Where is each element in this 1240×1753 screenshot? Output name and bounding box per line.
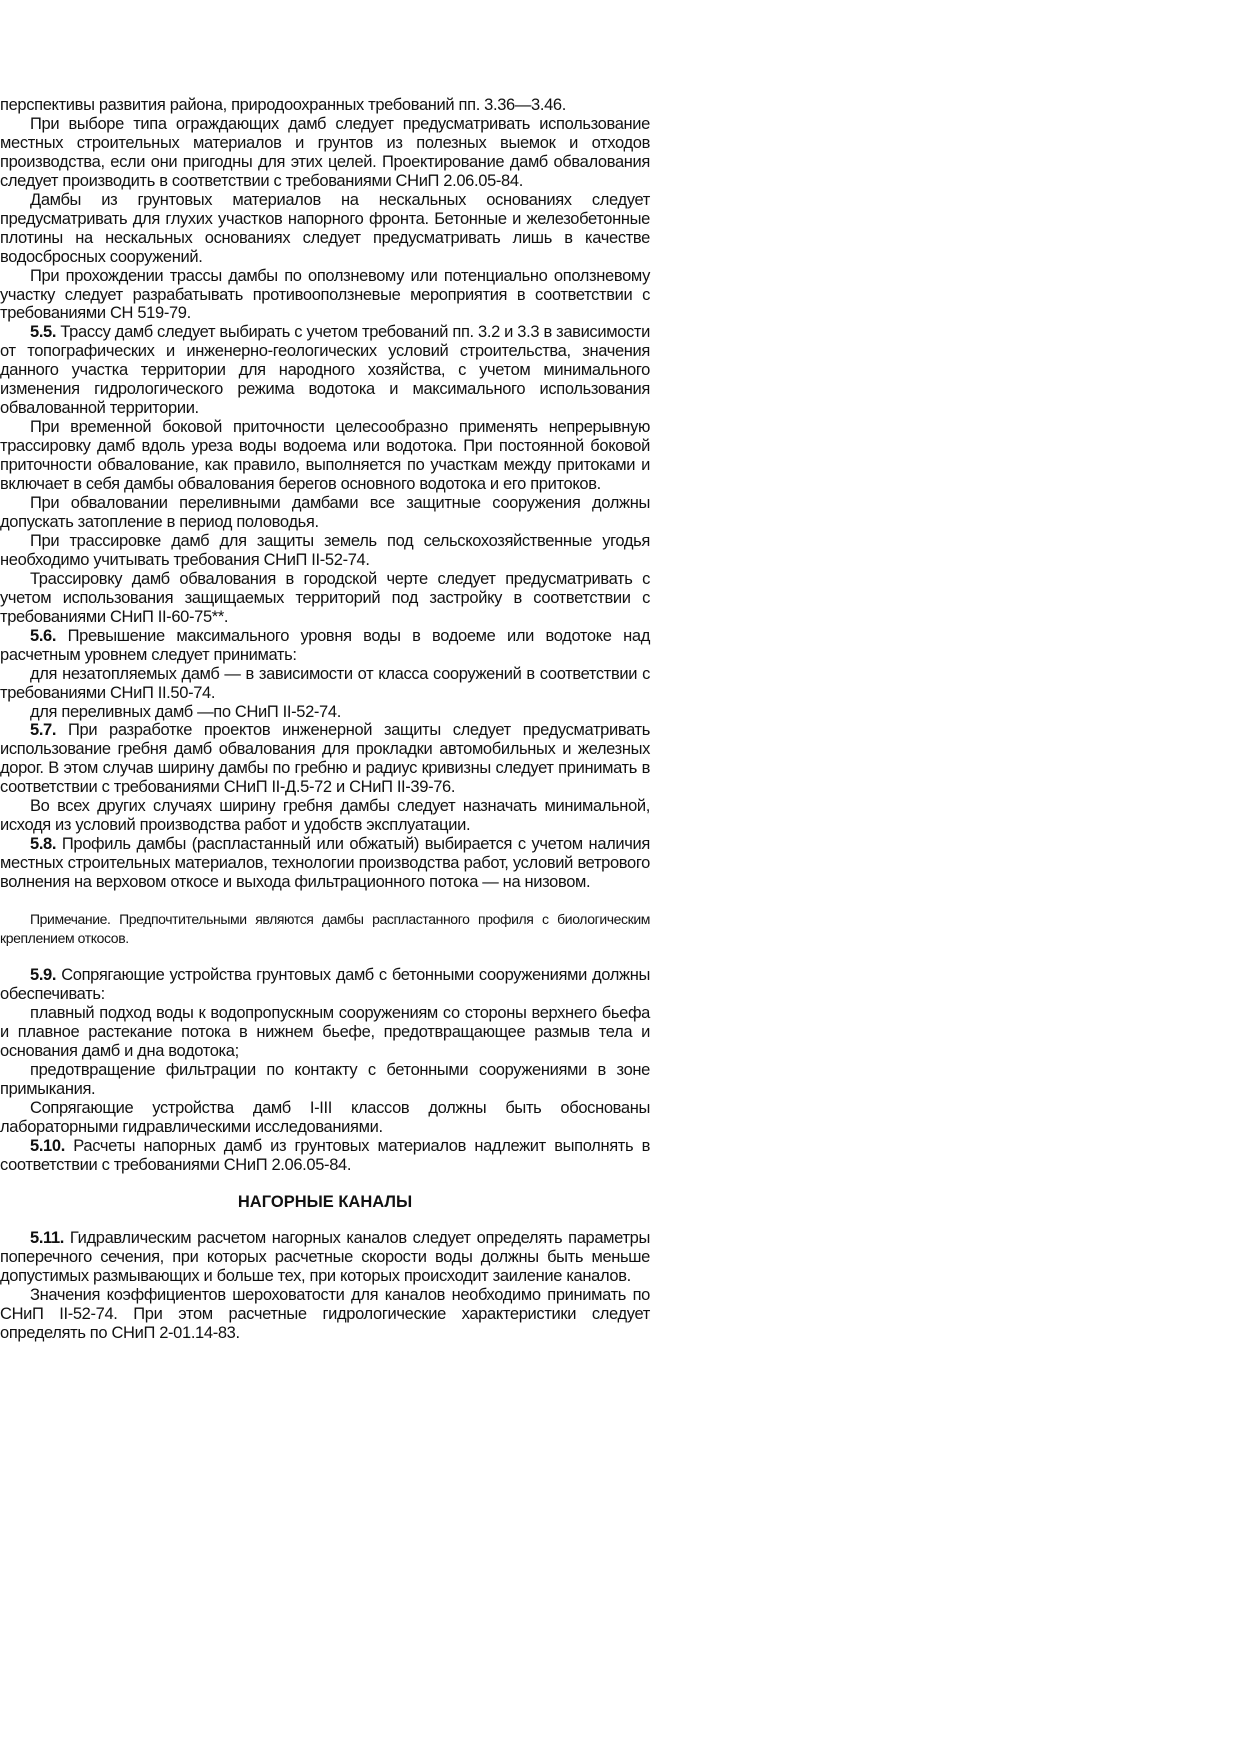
paragraph-text: Значения коэффициентов шероховатости для каналов необходимо принимать по СНиП II-52-74. При этом расчетные гидрологические характеристики следует определять по СНиП 2-01.14-83.: [0, 1286, 650, 1343]
clause-5-9: [0, 966, 650, 1004]
paragraph: [0, 191, 650, 267]
paragraph-text: Превышение максимального уровня воды в водоеме или водотоке над расчетным уровнем следует принимать:: [0, 626, 650, 664]
paragraph-text: Трассу дамб следует выбирать с учетом требований пп. 3.2 и 3.3 в зависимости от топографических и инженерно-геологических условий строительства, значения данного участка территории для народного хозяйства, с учетом минимального изменения гидрологического режима водотока и максимального использования обвалованной территории.: [0, 323, 650, 418]
clause-number: 5.7.: [30, 721, 57, 740]
paragraph-text: Во всех других случаях ширину гребня дамбы следует назначать минимальной, исходя из условий производства работ и удобств эксплуатации.: [0, 797, 650, 835]
clause-5-10: [0, 1137, 650, 1175]
paragraph: [0, 570, 650, 627]
paragraph-text: плавный подход воды к водопропускным сооружениям со стороны верхнего бьефа и плавное растекание потока в нижнем бьефе, предотвращающее размыв тела и основания дамб и дна водотока;: [0, 1003, 650, 1060]
paragraph-text: Гидравлическим расчетом нагорных каналов следует определять параметры поперечного сечения, при которых расчетные скорости воды должны быть меньше допустимых размывающих и больше тех, при которых происходит заиление каналов.: [0, 1229, 650, 1286]
paragraph-text: Дамбы из грунтовых материалов на нескальных основаниях следует предусматривать для глухих участков напорного фронта. Бетонные и железобетонные плотины на нескальных основаниях следует предусматривать лишь в качестве водосбросных сооружений.: [0, 190, 650, 266]
paragraph: [0, 494, 650, 532]
paragraph: [0, 267, 650, 324]
note: Примечание. Предпочтительными являются дамбы распластанного профиля с биологическим креплением откосов.: [0, 911, 650, 947]
paragraph: [0, 115, 650, 191]
paragraph-text: При разработке проектов инженерной защиты следует предусматривать использование гребня дамб обвалования для прокладки автомобильных и железных дорог. В этом случав ширину дамбы по гребню и радиус кривизны следует принимать в соответствии с требованиями СНиП II-Д.5-72 и СНиП II-39-76.: [0, 721, 650, 797]
paragraph-text: При обваловании переливными дамбами все защитные сооружения должны допускать затопление в период половодья.: [0, 494, 650, 531]
clause-5-7: [0, 721, 650, 797]
clause-number: 5.5.: [30, 323, 57, 342]
paragraph-text: Профиль дамбы (распластанный или обжатый) выбирается с учетом наличия местных строительных материалов, технологии производства работ, условий ветрового волнения на верховом откосе и выхода фильтрационного потока — на низовом.: [0, 835, 650, 892]
paragraph: [0, 797, 650, 835]
clause-5-6: [0, 627, 650, 665]
paragraph-text: перспективы развития района, природоохранных требований пп. 3.36—3.46.: [0, 96, 566, 114]
paragraph-text: Сопрягающие устройства дамб I-III классов должны быть обоснованы лабораторными гидравлическими исследованиями.: [0, 1098, 650, 1136]
clause-number: 5.10.: [30, 1136, 65, 1155]
clause-5-5: [0, 323, 650, 418]
paragraph: [0, 665, 650, 703]
paragraph-text: предотвращение фильтрации по контакту с бетонными сооружениями в зоне примыкания.: [0, 1060, 650, 1098]
paragraph: [0, 418, 650, 494]
paragraph: [0, 1286, 650, 1343]
paragraph-text: для незатопляемых дамб — в зависимости от класса сооружений в соответствии с требованиями СНиП II.50-74.: [0, 664, 650, 702]
paragraph: [0, 1061, 650, 1099]
section-heading: НАГОРНЫЕ КАНАЛЫ: [237, 1192, 413, 1211]
paragraph: [0, 1004, 650, 1061]
paragraph-text: При трассировке дамб для защиты земель под сельскохозяйственные угодья необходимо учитывать требования СНиП II-52-74.: [0, 531, 650, 569]
paragraph: [0, 532, 650, 570]
clause-5-11: [0, 1229, 650, 1286]
paragraph-text: Расчеты напорных дамб из грунтовых материалов надлежит выполнять в соответствии с требованиями СНиП 2.06.05-84.: [0, 1136, 650, 1174]
clause-number: 5.6.: [30, 626, 57, 645]
paragraph-text: При выборе типа ограждающих дамб следует предусматривать использование местных строительных материалов и грунтов из полезных выемок и отходов производства, если они пригодны для этих целей. Проектирование дамб обвалования следует производить в соответствии с требованиями СНиП 2.06.05-84.: [0, 114, 650, 190]
clause-number: 5.8.: [30, 835, 57, 854]
clause-5-8: [0, 835, 650, 892]
clause-number: 5.11.: [30, 1229, 65, 1248]
paragraph-text: Сопрягающие устройства грунтовых дамб с бетонными сооружениями должны обеспечивать:: [0, 966, 650, 1003]
paragraph: [0, 96, 650, 115]
paragraph-text: При прохождении трассы дамбы по оползневому или потенциально оползневому участку следует разрабатывать противооползневые мероприятия в соответствии с требованиями СН 519-79.: [0, 266, 650, 323]
paragraph-text: для переливных дамб —по СНиП II-52-74.: [30, 702, 341, 721]
document-page: [0, 96, 650, 1343]
clause-number: 5.9.: [30, 966, 57, 985]
paragraph: [0, 703, 650, 722]
paragraph-text: При временной боковой приточности целесообразно применять непрерывную трассировку дамб вдоль уреза воды водоема или водотока. При постоянной боковой приточности обвалование, как правило, выполняется по участкам между притоками и включает в себя дамбы обвалования берегов основного водотока и его притоков.: [0, 418, 650, 494]
paragraph-text: Трассировку дамб обвалования в городской черте следует предусматривать с учетом использования защищаемых территорий под застройку в соответствии с требованиями СНиП II-60-75**.: [0, 569, 650, 626]
paragraph: [0, 1099, 650, 1137]
